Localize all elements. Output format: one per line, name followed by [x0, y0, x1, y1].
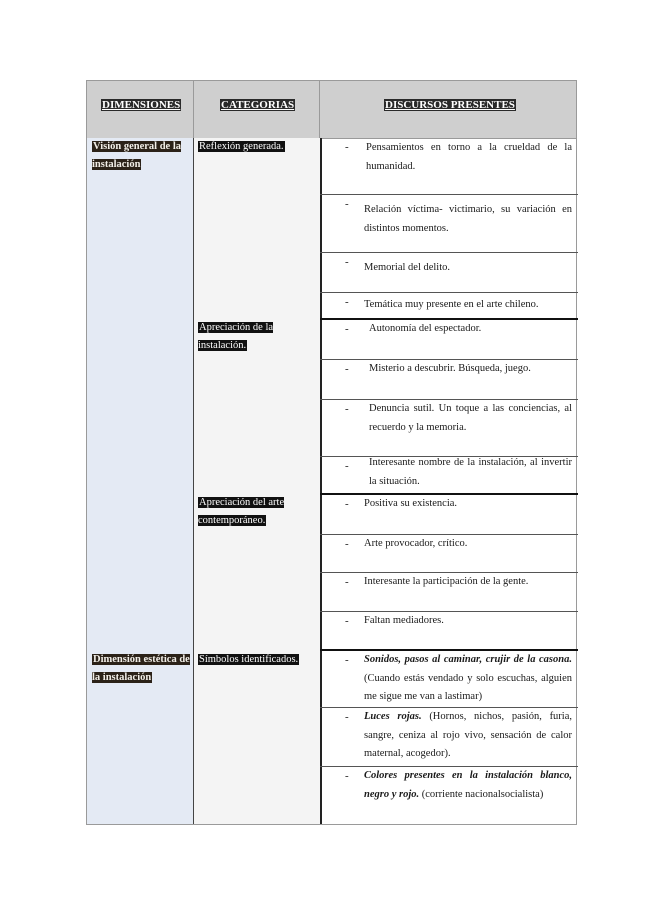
bullet-dash: - [345, 323, 349, 335]
dimension-label: Dimensión estética de la instalación [92, 654, 190, 683]
discourse-text: Interesante nombre de la instalación, al invertir la situación. [369, 457, 572, 487]
discourse-text: Relación víctima- victimario, su variación en distintos momentos. [364, 204, 572, 234]
bullet-dash: - [345, 403, 349, 415]
bullet-dash: - [345, 615, 349, 627]
table-header [87, 81, 576, 139]
discourse-detail: (corriente nacionalsocialista) [421, 788, 544, 800]
discourse-text: Temática muy presente en el arte chileno. [364, 299, 539, 310]
discourse-emphasis: Colores presentes en la instalación blanco, negro y rojo. [364, 770, 572, 800]
discourse-row [320, 457, 578, 495]
header-divider [193, 81, 194, 138]
bullet-dash: - [345, 296, 349, 308]
discourse-row [320, 138, 578, 195]
bullet-dash: - [345, 256, 349, 268]
bullet-dash: - [345, 460, 349, 472]
category-cell [198, 494, 318, 530]
bullet-dash: - [345, 498, 349, 510]
bullet-dash: - [345, 141, 349, 153]
discourse-emphasis: Sonidos, pasos al caminar, crujir de la casona. [364, 654, 572, 665]
discourse-text [364, 767, 572, 804]
discourse-row [320, 360, 578, 400]
bullet-dash: - [345, 770, 349, 782]
category-label: Apreciación del arte contemporáneo. [198, 497, 285, 526]
header-divider [319, 81, 320, 138]
bullet-dash: - [345, 711, 349, 723]
bullet-dash: - [345, 576, 349, 588]
discourse-text [364, 708, 572, 764]
dimension-cell [92, 138, 190, 174]
discourse-row [320, 708, 578, 767]
discourse-row [320, 767, 578, 825]
category-label: Apreciación de la instalación. [198, 322, 274, 351]
category-label: Reflexión generada. [199, 141, 284, 152]
discourse-detail: (Cuando estás vendado y solo escuchas, alguien me sigue me van a lastimar) [364, 672, 572, 702]
discourse-row [320, 573, 578, 612]
category-cell [198, 319, 318, 355]
bullet-dash: - [345, 538, 349, 550]
header-categorias: CATEGORIAS [221, 99, 295, 111]
discourse-text: Faltan mediadores. [364, 615, 444, 626]
discourse-text: Pensamientos en torno a la crueldad de la humanidad. [366, 142, 572, 172]
categories-column [193, 138, 322, 824]
bullet-dash: - [345, 654, 349, 666]
discourse-row [320, 320, 578, 360]
discourse-row [320, 293, 578, 320]
discourse-row [320, 612, 578, 651]
dimension-cell [92, 651, 190, 687]
category-label: Símbolos identificados. [199, 654, 299, 665]
category-cell [198, 651, 318, 669]
discourse-detail: (Hornos, nichos, pasión, furia, sangre, ceniza al rojo vivo, sensación de calor maternal, acogedor). [364, 711, 573, 759]
discourse-row [320, 651, 578, 708]
bullet-dash: - [345, 363, 349, 375]
header-discursos: DISCURSOS PRESENTES [385, 99, 515, 111]
discourse-text: Denuncia sutil. Un toque a las conciencias, al recuerdo y la memoria. [369, 403, 572, 433]
discourse-row [320, 400, 578, 457]
discourse-row [320, 253, 578, 293]
discourse-text: Interesante la participación de la gente. [364, 576, 529, 587]
discourse-text: Autonomía del espectador. [369, 323, 482, 334]
dimension-label: Visión general de la instalación [92, 141, 181, 170]
dimensions-column [87, 138, 194, 824]
bullet-dash: - [345, 198, 349, 210]
discourse-text: Arte provocador, crítico. [364, 538, 468, 549]
category-cell [198, 138, 318, 156]
discourse-emphasis: Luces rojas. [364, 711, 422, 722]
discourse-row [320, 195, 578, 253]
header-dimensiones: DIMENSIONES [102, 99, 181, 111]
discourse-row [320, 495, 578, 535]
discourse-text: Memorial del delito. [364, 262, 451, 273]
discourse-table [86, 80, 577, 825]
discourse-row [320, 535, 578, 573]
discourse-text: Misterio a descubrir. Búsqueda, juego. [369, 363, 531, 374]
discourse-text: Positiva su existencia. [364, 498, 458, 509]
discourse-text [364, 651, 572, 707]
